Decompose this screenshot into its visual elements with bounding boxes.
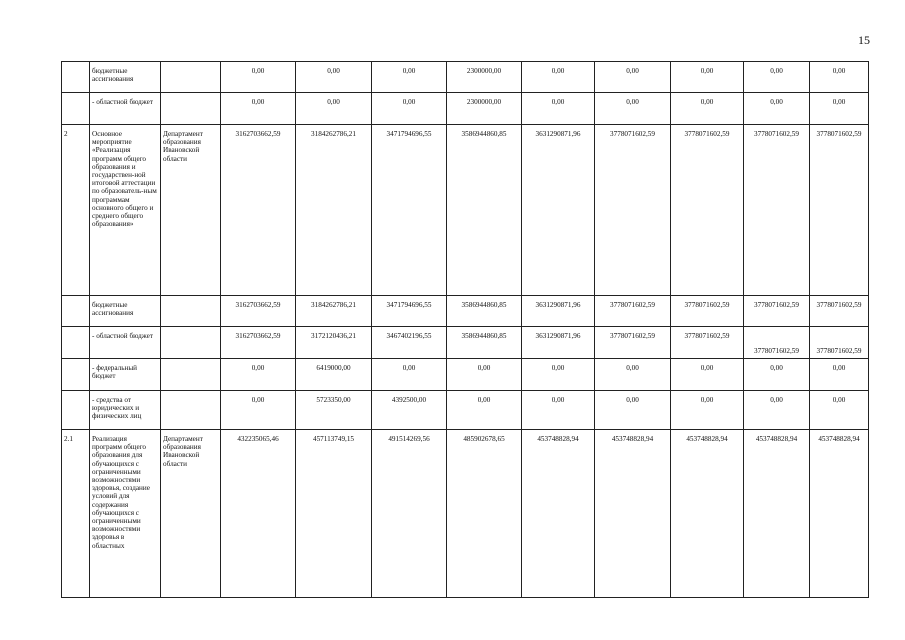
value-cell: 485902678,65 — [447, 430, 522, 598]
value-cell: 3631290871,96 — [522, 125, 595, 296]
value-cell: 3471794696,55 — [372, 125, 447, 296]
row-code — [62, 62, 90, 93]
value-cell: 3631290871,96 — [522, 327, 595, 359]
row-code: 2 — [62, 125, 90, 296]
value-cell: 4392500,00 — [372, 391, 447, 430]
value-cell: 0,00 — [671, 62, 744, 93]
table-row — [62, 125, 869, 296]
value-cell: 0,00 — [810, 391, 869, 430]
value-cell: 3778071602,59 — [810, 327, 869, 359]
value-cell: 2300000,00 — [447, 93, 522, 125]
value-cell: 0,00 — [671, 93, 744, 125]
value-cell: 0,00 — [744, 391, 810, 430]
value-cell: 0,00 — [522, 359, 595, 391]
value-cell: 0,00 — [744, 359, 810, 391]
value-cell: 0,00 — [296, 93, 372, 125]
row-code — [62, 327, 90, 359]
row-code — [62, 359, 90, 391]
row-executor — [161, 327, 221, 359]
table-row — [62, 430, 869, 598]
value-cell: 0,00 — [447, 391, 522, 430]
value-cell: 0,00 — [595, 93, 671, 125]
value-cell: 3184262786,21 — [296, 125, 372, 296]
table-row — [62, 93, 869, 125]
row-executor — [161, 62, 221, 93]
value-cell: 453748828,94 — [671, 430, 744, 598]
value-cell: 432235065,46 — [221, 430, 296, 598]
value-cell: 3162703662,59 — [221, 327, 296, 359]
value-cell: 3778071602,59 — [595, 296, 671, 327]
value-cell: 0,00 — [296, 62, 372, 93]
value-cell: 0,00 — [522, 62, 595, 93]
value-cell: 0,00 — [744, 62, 810, 93]
value-cell: 3778071602,59 — [810, 125, 869, 296]
value-cell: 3471794696,55 — [372, 296, 447, 327]
table-row — [62, 359, 869, 391]
value-cell: 0,00 — [595, 391, 671, 430]
value-cell: 3172120436,21 — [296, 327, 372, 359]
row-name: - федеральный бюджет — [90, 359, 161, 391]
value-cell: 6419000,00 — [296, 359, 372, 391]
value-cell: 3778071602,59 — [671, 125, 744, 296]
value-cell: 5723350,00 — [296, 391, 372, 430]
value-cell: 0,00 — [810, 359, 869, 391]
value-cell: 0,00 — [221, 93, 296, 125]
value-cell: 0,00 — [595, 62, 671, 93]
value-cell: 2300000,00 — [447, 62, 522, 93]
value-cell: 3467402196,55 — [372, 327, 447, 359]
value-cell: 0,00 — [671, 391, 744, 430]
row-executor — [161, 93, 221, 125]
value-cell: 0,00 — [522, 93, 595, 125]
row-name: бюджетные ассигнования — [90, 296, 161, 327]
value-cell: 0,00 — [221, 391, 296, 430]
row-executor — [161, 391, 221, 430]
value-cell: 453748828,94 — [810, 430, 869, 598]
value-cell: 3778071602,59 — [595, 125, 671, 296]
value-cell: 3778071602,59 — [595, 327, 671, 359]
value-cell: 0,00 — [221, 359, 296, 391]
value-cell: 0,00 — [744, 93, 810, 125]
value-cell: 0,00 — [810, 62, 869, 93]
value-cell: 0,00 — [372, 62, 447, 93]
value-cell: 3778071602,59 — [671, 296, 744, 327]
row-name: - областной бюджет — [90, 327, 161, 359]
value-cell: 453748828,94 — [744, 430, 810, 598]
table-row — [62, 327, 869, 359]
page-number: 15 — [858, 33, 870, 47]
value-cell: 3162703662,59 — [221, 296, 296, 327]
value-cell: 0,00 — [810, 93, 869, 125]
row-executor — [161, 359, 221, 391]
value-cell: 3184262786,21 — [296, 296, 372, 327]
row-name: - областной бюджет — [90, 93, 161, 125]
table-row — [62, 296, 869, 327]
value-cell: 0,00 — [595, 359, 671, 391]
value-cell: 3778071602,59 — [744, 327, 810, 359]
row-code: 2.1 — [62, 430, 90, 598]
row-name: Реализация программ общего образования для обучающихся с ограниченными возможностями здоровья, создание условий для содержания обучающихся с ограниченными возможностями здоровья в областных — [90, 430, 161, 598]
value-cell: 3586944860,85 — [447, 125, 522, 296]
value-cell: 3778071602,59 — [671, 327, 744, 359]
value-cell: 0,00 — [372, 93, 447, 125]
value-cell: 0,00 — [447, 359, 522, 391]
value-cell: 0,00 — [671, 359, 744, 391]
value-cell: 3778071602,59 — [744, 296, 810, 327]
table-row — [62, 391, 869, 430]
value-cell: 3778071602,59 — [810, 296, 869, 327]
value-cell: 0,00 — [522, 391, 595, 430]
table-row — [62, 62, 869, 93]
row-name: Основное мероприятие «Реализация программ общего образования и государствен-ной итоговой аттестации по образователь-ным программам основного общего и среднего общего образования» — [90, 125, 161, 296]
row-code — [62, 93, 90, 125]
value-cell: 453748828,94 — [522, 430, 595, 598]
value-cell: 3631290871,96 — [522, 296, 595, 327]
value-cell: 453748828,94 — [595, 430, 671, 598]
row-name: бюджетные ассигнования — [90, 62, 161, 93]
value-cell: 0,00 — [372, 359, 447, 391]
row-name: - средства от юридических и физических лиц — [90, 391, 161, 430]
value-cell: 491514269,56 — [372, 430, 447, 598]
budget-table — [61, 61, 869, 598]
value-cell: 0,00 — [221, 62, 296, 93]
value-cell: 3778071602,59 — [744, 125, 810, 296]
row-executor — [161, 296, 221, 327]
row-executor: Департамент образования Ивановской области — [161, 430, 221, 598]
row-code — [62, 391, 90, 430]
value-cell: 3586944860,85 — [447, 327, 522, 359]
row-code — [62, 296, 90, 327]
value-cell: 457113749,15 — [296, 430, 372, 598]
value-cell: 3586944860,85 — [447, 296, 522, 327]
row-executor: Департамент образования Ивановской области — [161, 125, 221, 296]
value-cell: 3162703662,59 — [221, 125, 296, 296]
